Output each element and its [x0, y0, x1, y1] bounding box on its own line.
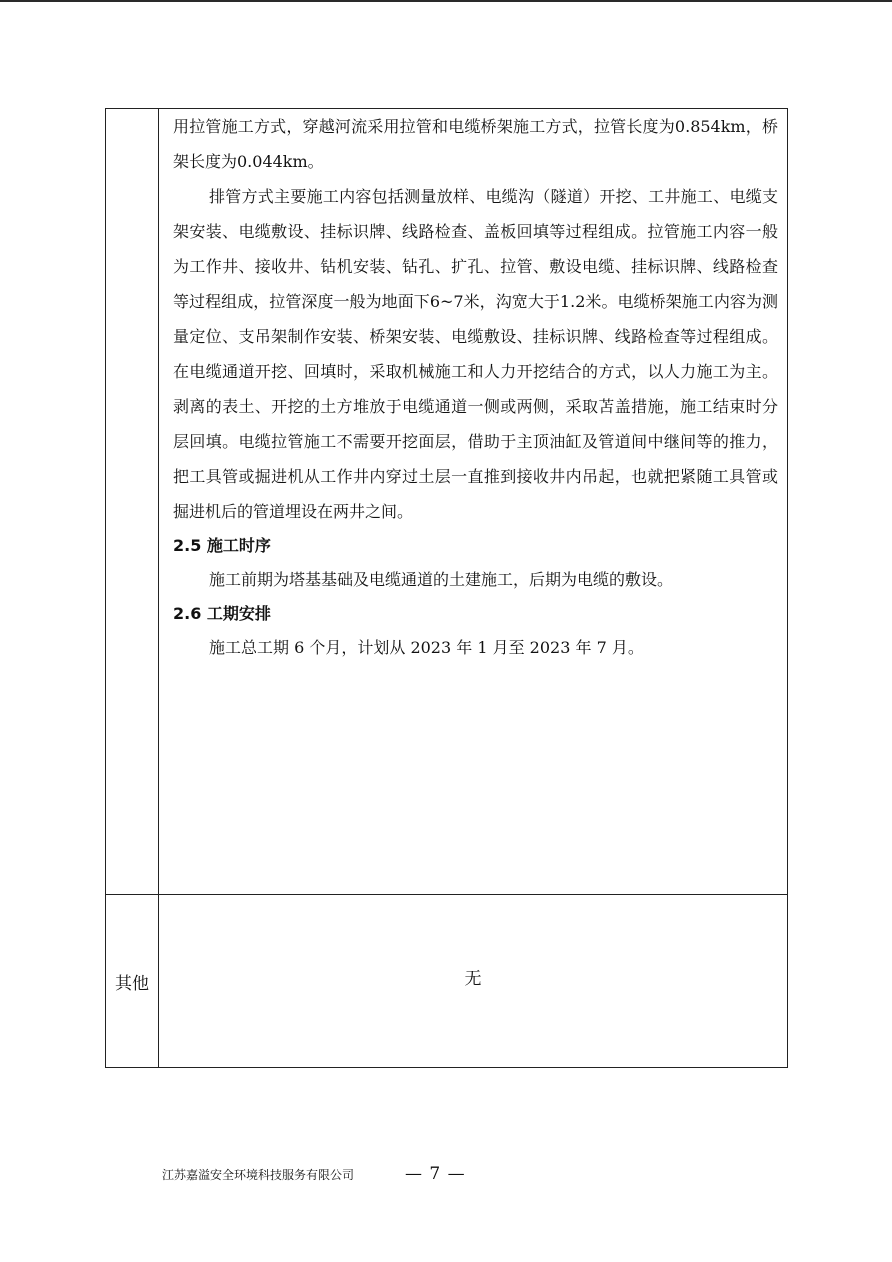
other-row-value: 无 [464, 969, 482, 989]
paragraph-continuation: 用拉管施工方式，穿越河流采用拉管和电缆桥架施工方式，拉管长度为0.854km，桥架长度为0.044km。 [173, 117, 778, 171]
paragraph-construction-sequence: 施工前期为塔基基础及电缆通道的土建施工，后期为电缆的敷设。 [209, 570, 674, 589]
other-row-label: 其他 [115, 974, 149, 994]
document-table [105, 108, 788, 1068]
section-heading-construction-sequence: 2.5 施工时序 [173, 536, 271, 555]
construction-content-cell [173, 109, 778, 665]
paragraph-schedule: 施工总工期 6 个月，计划从 2023 年 1 月至 2023 年 7 月。 [209, 638, 644, 657]
page-number: — 7 — [405, 1164, 466, 1184]
column-divider [158, 109, 159, 1067]
page-footer [0, 1164, 892, 1194]
paragraph-construction-methods: 排管方式主要施工内容包括测量放样、电缆沟（隧道）开挖、工井施工、电缆支架安装、电缆敷设、挂标识牌、线路检查、盖板回填等过程组成。拉管施工内容一般为工作井、接收井、钻机安装、钻孔、扩孔、拉管、敷设电缆、挂标识牌、线路检查等过程组成，拉管深度一般为地面下6~7米，沟宽大于1.2米。电缆桥架施工内容为测量定位、支吊架制作安装、桥架安装、电缆敷设、挂标识牌、线路检查等过程组成。在电缆通道开挖、回填时，采取机械施工和人力开挖结合的方式，以人力施工为主。剥离的表土、开挖的土方堆放于电缆通道一侧或两侧，采取苫盖措施，施工结束时分层回填。电缆拉管施工不需要开挖面层，借助于主顶油缸及管道间中继间等的推力，把工具管或掘进机从工作井内穿过土层一直推到接收井内吊起，也就把紧随工具管或掘进机后的管道埋设在两井之间。 [173, 187, 778, 521]
row-divider [106, 894, 787, 895]
top-border-line [0, 0, 892, 2]
section-heading-schedule: 2.6 工期安排 [173, 604, 271, 623]
company-name: 江苏嘉溢安全环境科技服务有限公司 [162, 1168, 355, 1182]
